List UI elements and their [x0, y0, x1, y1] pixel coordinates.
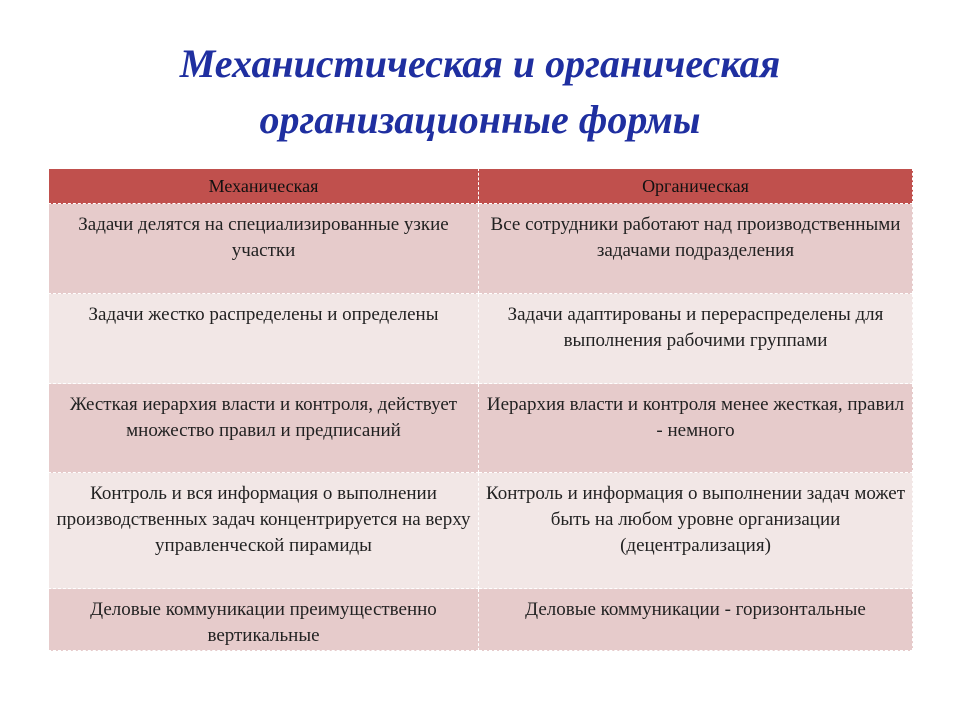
- table-row: [49, 294, 913, 384]
- comparison-table: [48, 168, 913, 651]
- slide-title-line-2: организационные формы: [259, 97, 701, 142]
- header-organic: Органическая: [479, 169, 913, 204]
- cell-organic: Деловые коммуникации - горизонтальные: [479, 589, 913, 651]
- table-row: [49, 384, 913, 473]
- cell-organic: Все сотрудники работают над производственными задачами подразделения: [479, 204, 913, 294]
- cell-organic: Иерархия власти и контроля менее жесткая, правил - немного: [479, 384, 913, 473]
- table-row: [49, 589, 913, 651]
- table-row: [49, 473, 913, 589]
- cell-mechanical: Контроль и вся информация о выполнении производственных задач концентрируется на верху управленческой пирамиды: [49, 473, 479, 589]
- cell-mechanical: Задачи делятся на специализированные узкие участки: [49, 204, 479, 294]
- slide-title: [60, 36, 900, 148]
- table-row: [49, 204, 913, 294]
- cell-organic: Контроль и информация о выполнении задач может быть на любом уровне организации (децентрализация): [479, 473, 913, 589]
- slide-title-line-1: Механистическая и органическая: [179, 41, 781, 86]
- cell-mechanical: Деловые коммуникации преимущественно вертикальные: [49, 589, 479, 651]
- table-header-row: [49, 169, 913, 204]
- cell-mechanical: Задачи жестко распределены и определены: [49, 294, 479, 384]
- cell-organic: Задачи адаптированы и перераспределены для выполнения рабочими группами: [479, 294, 913, 384]
- cell-mechanical: Жесткая иерархия власти и контроля, действует множество правил и предписаний: [49, 384, 479, 473]
- header-mechanical: Механическая: [49, 169, 479, 204]
